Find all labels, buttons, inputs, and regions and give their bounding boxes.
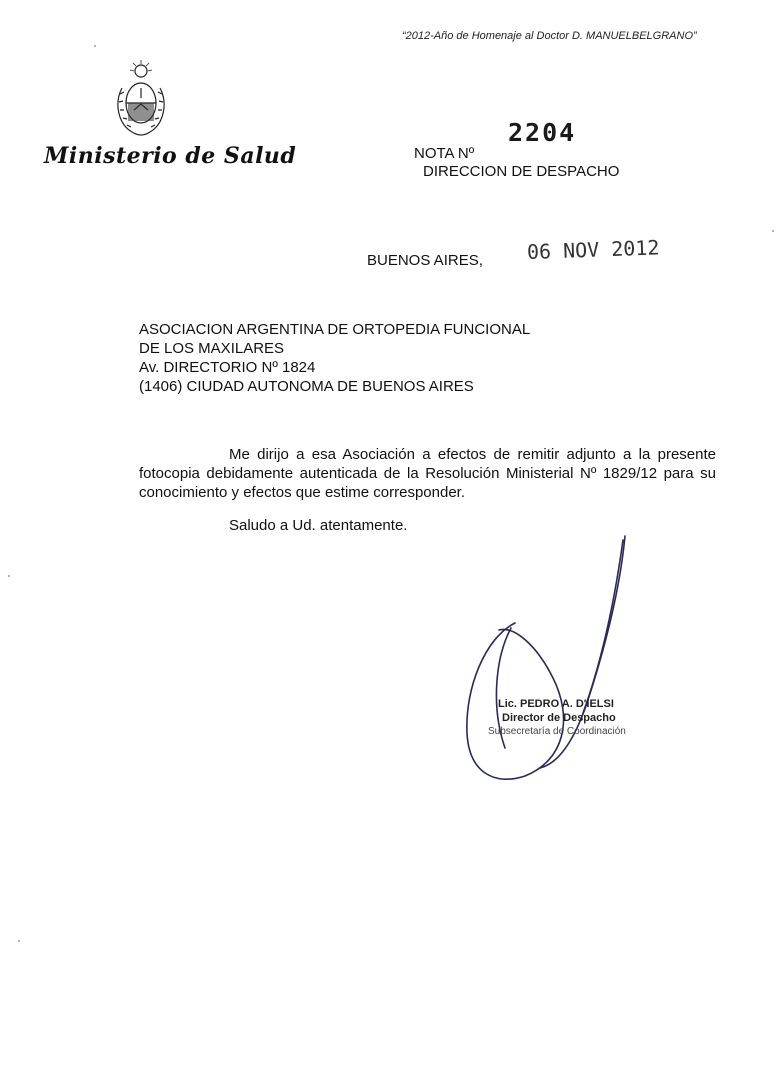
scan-speck (772, 230, 774, 232)
body-paragraph: Me dirijo a esa Asociación a efectos de remitir adjunto a la presente fotocopia debidamente autenticada de la Resolución Ministerial Nº 1829/12 para su conocimiento y efectos que estime corresponder. (139, 446, 716, 501)
scan-speck (18, 940, 20, 942)
nota-label: NOTA Nº (414, 145, 475, 162)
motto-header: “2012-Año de Homenaje al Doctor D. MANUELBELGRANO” (402, 30, 697, 42)
signatory-name: Lic. PEDRO A. D'IELSI (498, 698, 614, 710)
closing-line: Saludo a Ud. atentamente. (229, 517, 408, 534)
recipient-address (139, 320, 530, 396)
scan-speck (94, 45, 96, 47)
city-label: BUENOS AIRES, (367, 252, 483, 269)
recipient-line: Av. DIRECTORIO Nº 1824 (139, 359, 316, 376)
recipient-line: (1406) CIUDAD AUTONOMA DE BUENOS AIRES (139, 378, 474, 395)
date-stamp: 06 NOV 2012 (526, 235, 660, 264)
recipient-line: DE LOS MAXILARES (139, 340, 285, 357)
scan-speck (8, 575, 10, 577)
signature-stamp (488, 697, 626, 739)
ministry-name: Ministerio de Salud (44, 143, 297, 169)
office-name: DIRECCION DE DESPACHO (423, 163, 620, 180)
nota-number: 2204 (508, 118, 577, 147)
argentina-coat-of-arms-icon (114, 58, 168, 142)
signatory-unit: Subsecretaría de Coordinación (488, 726, 626, 737)
recipient-line: ASOCIACION ARGENTINA DE ORTOPEDIA FUNCIONAL (139, 321, 531, 338)
handwritten-signature (455, 528, 645, 793)
signatory-title: Director de Despacho (502, 712, 616, 724)
